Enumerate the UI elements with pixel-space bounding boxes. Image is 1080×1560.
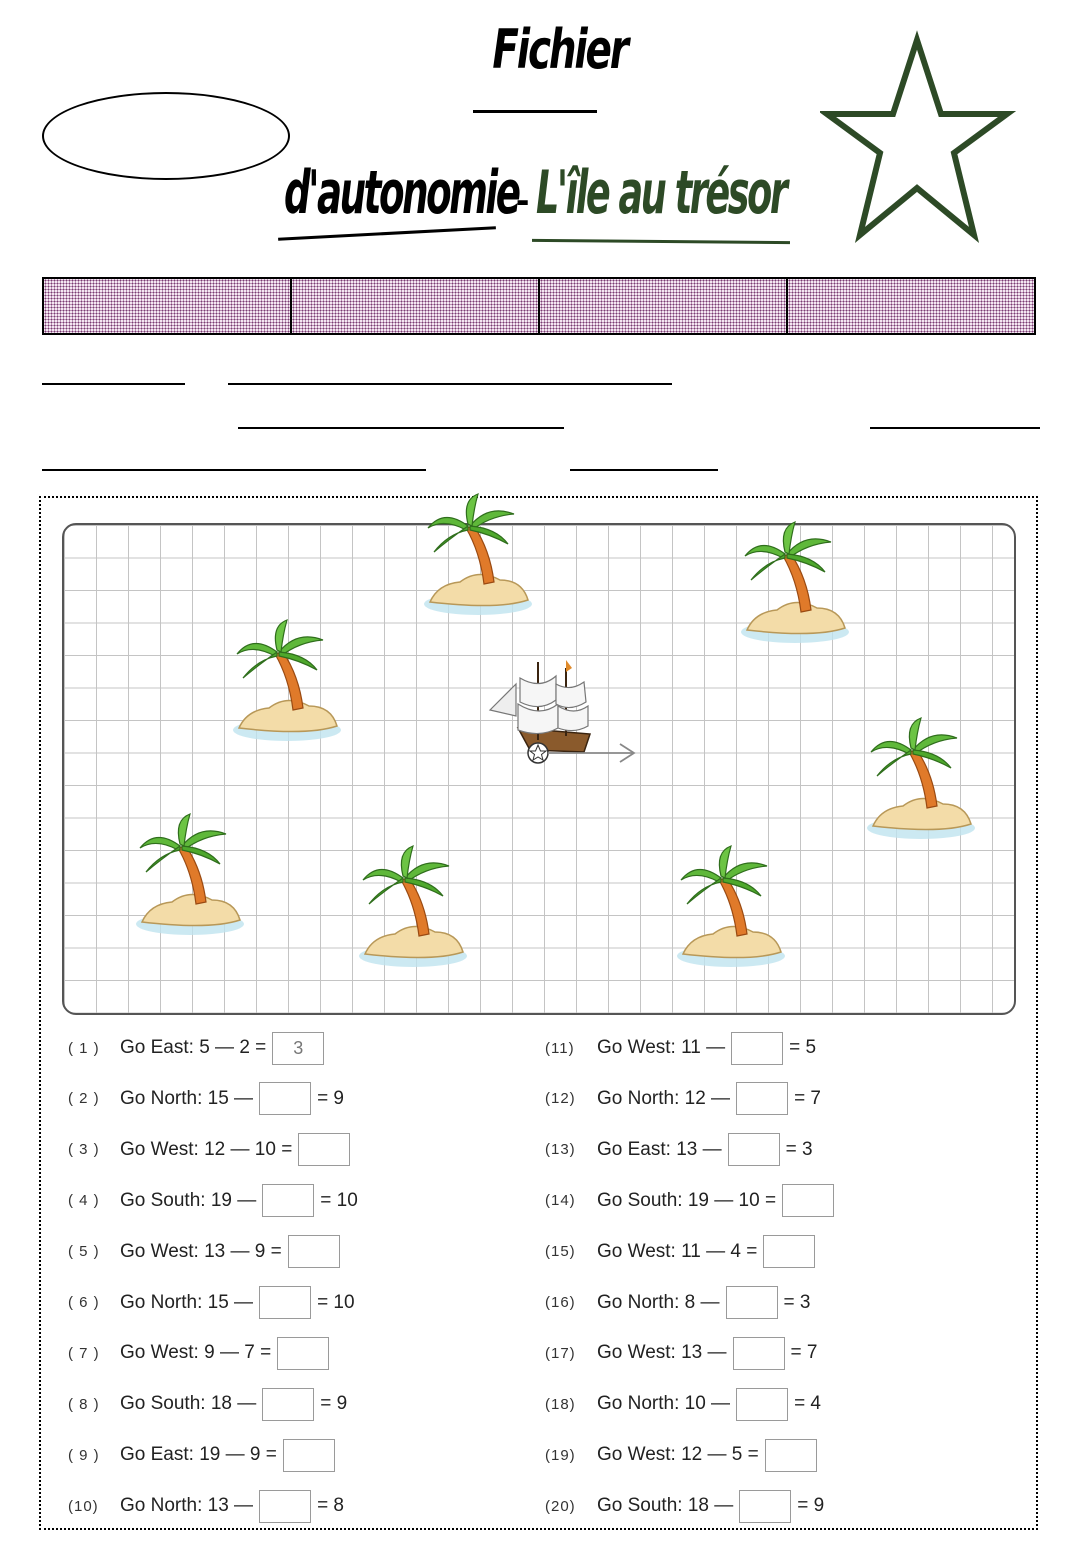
question-text: Go North: 8 — xyxy=(597,1291,720,1313)
question-result: = 10 xyxy=(317,1291,355,1313)
question-number: (12) xyxy=(545,1090,576,1108)
question-number: (17) xyxy=(545,1344,576,1362)
answer-box[interactable] xyxy=(763,1235,815,1268)
answer-box[interactable] xyxy=(288,1235,340,1268)
answer-box[interactable] xyxy=(259,1082,311,1115)
compass-icon xyxy=(528,743,548,763)
question-row xyxy=(68,1488,344,1524)
answer-box[interactable] xyxy=(782,1184,834,1217)
question-result: = 7 xyxy=(794,1087,822,1109)
question-text: Go South: 18 — xyxy=(120,1393,257,1415)
question-number: (20) xyxy=(545,1497,576,1515)
question-text: Go North: 10 — xyxy=(597,1393,731,1415)
question-text: Go East: 5 — 2 = xyxy=(120,1037,267,1058)
answer-box[interactable] xyxy=(262,1388,314,1421)
question-text: Go West: 11 — 4 = xyxy=(597,1240,758,1262)
question-row xyxy=(68,1081,344,1117)
question-number: (14) xyxy=(545,1192,576,1210)
answer-box[interactable] xyxy=(298,1133,350,1166)
answer-box[interactable] xyxy=(726,1286,778,1319)
question-row xyxy=(545,1285,810,1321)
question-row xyxy=(545,1132,813,1168)
question-number: ( 3 ) xyxy=(68,1141,100,1159)
question-row xyxy=(545,1335,817,1371)
question-number: ( 4 ) xyxy=(68,1192,100,1210)
question-number: (15) xyxy=(545,1243,576,1261)
question-row xyxy=(68,1234,346,1270)
answer-box[interactable] xyxy=(736,1388,788,1421)
question-result: = 3 xyxy=(783,1291,811,1313)
question-row xyxy=(545,1488,824,1524)
question-text: Go West: 13 — xyxy=(597,1342,727,1364)
title-fichier: Fichier xyxy=(492,18,627,81)
question-text: Go South: 19 — 10 = xyxy=(597,1189,777,1211)
question-number: (13) xyxy=(545,1141,576,1159)
question-row xyxy=(68,1335,335,1371)
answer-box[interactable] xyxy=(277,1337,329,1370)
question-result: = 9 xyxy=(320,1393,348,1415)
question-row xyxy=(545,1234,821,1270)
question-text: Go East: 19 — 9 = xyxy=(120,1444,277,1466)
question-result: = 5 xyxy=(789,1037,817,1058)
question-number: (18) xyxy=(545,1395,576,1413)
question-row xyxy=(545,1030,816,1066)
answer-box[interactable] xyxy=(765,1439,817,1472)
title-autonomie: d'autonomie xyxy=(284,158,519,228)
question-result: = 9 xyxy=(317,1087,345,1109)
palm-island-icon xyxy=(233,620,341,741)
question-text: Go North: 15 — xyxy=(120,1291,254,1313)
question-row xyxy=(545,1081,821,1117)
question-row xyxy=(68,1285,355,1321)
question-text: Go South: 19 — xyxy=(120,1189,257,1211)
palm-island-icon xyxy=(741,522,849,643)
question-text: Go North: 13 — xyxy=(120,1495,254,1517)
palm-island-icon xyxy=(359,846,467,967)
question-row xyxy=(68,1437,341,1473)
question-text: Go South: 18 — xyxy=(597,1495,734,1517)
question-text: Go East: 13 — xyxy=(597,1138,722,1160)
question-row xyxy=(545,1437,823,1473)
answer-box[interactable] xyxy=(259,1286,311,1319)
question-result: = 3 xyxy=(785,1138,813,1160)
question-row xyxy=(68,1386,347,1422)
ship-icon xyxy=(490,660,590,752)
question-number: ( 8 ) xyxy=(68,1395,100,1413)
question-text: Go West: 11 — xyxy=(597,1037,726,1058)
answer-box[interactable] xyxy=(259,1490,311,1523)
title-dash: - xyxy=(516,178,530,222)
question-number: ( 7 ) xyxy=(68,1344,100,1362)
question-number: (10) xyxy=(68,1497,99,1515)
palm-island-icon xyxy=(136,814,244,935)
question-number: (16) xyxy=(545,1294,576,1311)
question-number: ( 5 ) xyxy=(68,1243,100,1261)
question-result: = 10 xyxy=(320,1189,358,1211)
question-result: = 7 xyxy=(790,1342,818,1364)
question-text: Go North: 15 — xyxy=(120,1087,254,1109)
question-text: Go West: 12 — 5 = xyxy=(597,1444,759,1466)
answer-box[interactable] xyxy=(731,1032,783,1065)
palm-island-icon xyxy=(677,846,785,967)
question-row xyxy=(545,1386,821,1422)
question-result: = 8 xyxy=(317,1495,345,1517)
question-row xyxy=(68,1183,358,1219)
answer-box[interactable] xyxy=(283,1439,335,1472)
answer-box[interactable] xyxy=(728,1133,780,1166)
question-number: (11) xyxy=(545,1039,575,1057)
question-result: = 9 xyxy=(797,1495,825,1517)
question-text: Go West: 13 — 9 = xyxy=(120,1240,282,1262)
question-number: (19) xyxy=(545,1446,576,1464)
question-number: ( 1 ) xyxy=(68,1039,100,1057)
question-row xyxy=(68,1132,356,1168)
question-text: Go North: 12 — xyxy=(597,1087,731,1109)
palm-island-icon xyxy=(867,718,975,839)
answer-box[interactable] xyxy=(736,1082,788,1115)
answer-box[interactable] xyxy=(739,1490,791,1523)
question-text: Go West: 12 — 10 = xyxy=(120,1138,293,1160)
question-row xyxy=(68,1030,330,1066)
answer-box[interactable] xyxy=(733,1337,785,1370)
question-result: = 4 xyxy=(794,1393,822,1415)
answer-box[interactable] xyxy=(262,1184,314,1217)
question-number: ( 6 ) xyxy=(68,1294,100,1311)
palm-island-icon xyxy=(424,494,532,615)
answer-box[interactable]: 3 xyxy=(272,1032,324,1065)
question-text: Go West: 9 — 7 = xyxy=(120,1342,272,1364)
title-ile-au-tresor: L'île au trésor xyxy=(536,158,786,228)
question-number: ( 2 ) xyxy=(68,1090,100,1108)
question-row xyxy=(545,1183,840,1219)
question-number: ( 9 ) xyxy=(68,1446,100,1464)
